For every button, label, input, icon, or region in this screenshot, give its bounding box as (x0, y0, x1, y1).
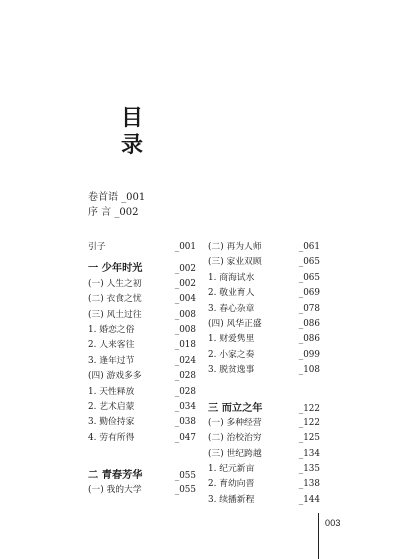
toc-title-char-1: 目 (121, 105, 144, 131)
toc-entry[interactable] (208, 255, 320, 270)
toc-entry[interactable] (208, 240, 320, 255)
toc-entry-page: _061 (298, 242, 320, 252)
toc-entry-page: _134 (298, 448, 320, 459)
preface-entry-preface: 序 言 _002 (88, 207, 139, 218)
toc-entry-page: _065 (298, 272, 320, 283)
toc-entry-label: (二) 再为人师 (208, 242, 262, 252)
toc-entry-label: 2. 小家之奏 (208, 349, 255, 360)
toc-entry[interactable] (208, 401, 320, 416)
toc-entry-page: _047 (174, 432, 196, 443)
toc-entry-label: 三 而立之年 (208, 401, 263, 414)
toc-entry[interactable] (208, 271, 320, 286)
toc-entry-page: _055 (174, 485, 196, 496)
toc-entry-page: _086 (298, 318, 320, 329)
toc-entry[interactable] (208, 363, 320, 378)
toc-right-column (208, 240, 320, 508)
toc-entry[interactable] (88, 292, 196, 307)
toc-entry-page: _122 (298, 417, 320, 428)
toc-entry[interactable] (208, 462, 320, 477)
toc-entry-label: 一 少年时光 (88, 262, 143, 275)
toc-entry-page: _008 (174, 309, 196, 320)
toc-entry-label: 引子 (88, 242, 106, 252)
toc-entry-label: (三) 风土过往 (88, 309, 142, 320)
toc-entry-page: _028 (174, 371, 196, 382)
toc-entry[interactable] (88, 240, 196, 255)
toc-entry-label: 1. 财爱隽里 (208, 334, 255, 345)
toc-entry[interactable] (88, 468, 196, 483)
toc-entry-page: _099 (298, 349, 320, 360)
toc-entry-page: _024 (174, 355, 196, 366)
page-number: 003 (325, 518, 341, 528)
toc-entry-page: _018 (174, 340, 196, 351)
toc-entry-page: _001 (174, 242, 196, 252)
toc-entry-page: _004 (174, 294, 196, 305)
toc-entry-label: 2. 人来客往 (88, 340, 135, 351)
toc-entry-page: _008 (174, 324, 196, 335)
toc-entry[interactable] (88, 483, 196, 498)
toc-entry[interactable] (88, 431, 196, 446)
toc-entry[interactable] (88, 277, 196, 292)
toc-entry-page: _086 (298, 334, 320, 345)
toc-entry-label: 1. 商海试水 (208, 272, 255, 283)
toc-entry-label: (一) 人生之初 (88, 278, 142, 289)
toc-entry-page: _144 (298, 494, 320, 505)
toc-entry[interactable] (88, 415, 196, 430)
toc-entry-label: (一) 我的大学 (88, 485, 142, 496)
toc-entry[interactable] (208, 447, 320, 462)
toc-entry-page: _069 (298, 288, 320, 299)
toc-entry-label: (二) 治校治穷 (208, 433, 262, 444)
toc-entry[interactable] (88, 338, 196, 353)
toc-entry-page: _038 (174, 417, 196, 428)
toc-entry-label: 2. 育幼向晋 (208, 479, 255, 490)
toc-entry-page: _028 (174, 386, 196, 397)
toc-entry-label: 1. 天性释放 (88, 386, 135, 397)
toc-entry-page: _122 (298, 403, 320, 414)
toc-entry-label: (一) 多种经营 (208, 417, 262, 428)
preface-entry-foreword: 卷首语 _001 (88, 192, 146, 203)
toc-entry[interactable] (208, 317, 320, 332)
toc-entry-page: _125 (298, 433, 320, 444)
toc-entry[interactable] (208, 286, 320, 301)
toc-entry-label: 4. 劳有所得 (88, 432, 135, 443)
toc-entry[interactable] (88, 369, 196, 384)
toc-entry-label: (三) 世纪跨越 (208, 448, 262, 459)
toc-entry-label: 3. 逢年过节 (88, 355, 135, 366)
toc-entry-page: _055 (174, 471, 196, 482)
toc-entry-label: (三) 家业双顾 (208, 257, 262, 268)
toc-entry-label: 1. 婚恋之俗 (88, 324, 135, 335)
toc-entry-label: (二) 衣食之忧 (88, 294, 142, 305)
toc-entry-label: (四) 风华正盛 (208, 318, 262, 329)
toc-entry[interactable] (208, 477, 320, 492)
toc-entry[interactable] (88, 261, 196, 276)
toc-entry-page: _002 (174, 264, 196, 275)
toc-entry[interactable] (208, 348, 320, 363)
toc-entry-label: (四) 游戏多多 (88, 371, 142, 382)
toc-left-column (88, 240, 196, 499)
toc-entry-label: 3. 春心杂章 (208, 303, 255, 314)
toc-entry-label: 2. 艺术启蒙 (88, 401, 135, 412)
toc-entry[interactable] (88, 400, 196, 415)
toc-entry-label: 3. 勤俭持家 (88, 417, 135, 428)
toc-entry[interactable] (88, 354, 196, 369)
toc-entry-page: _108 (298, 365, 320, 376)
toc-entry[interactable] (208, 431, 320, 446)
toc-entry-page: _002 (174, 278, 196, 289)
toc-entry-page: _078 (298, 303, 320, 314)
toc-entry-label: 1. 纪元新亩 (208, 464, 255, 475)
toc-entry[interactable] (208, 493, 320, 508)
toc-entry[interactable] (208, 302, 320, 317)
toc-entry[interactable] (88, 323, 196, 338)
toc-title-char-2: 录 (121, 132, 144, 158)
toc-entry[interactable] (208, 416, 320, 431)
toc-entry-label: 3. 脱贫逸事 (208, 365, 255, 376)
page-number-rule (318, 513, 319, 559)
toc-entry-page: _065 (298, 257, 320, 268)
toc-entry-page: _034 (174, 401, 196, 412)
toc-entry-page: _135 (298, 464, 320, 475)
toc-entry-label: 二 青春芳华 (88, 469, 143, 482)
toc-entry[interactable] (88, 308, 196, 323)
toc-entry[interactable] (88, 385, 196, 400)
toc-entry[interactable] (208, 332, 320, 347)
toc-entry-page: _138 (298, 479, 320, 490)
toc-entry-label: 2. 敬业育人 (208, 288, 255, 299)
toc-entry-label: 3. 续播新程 (208, 494, 255, 505)
